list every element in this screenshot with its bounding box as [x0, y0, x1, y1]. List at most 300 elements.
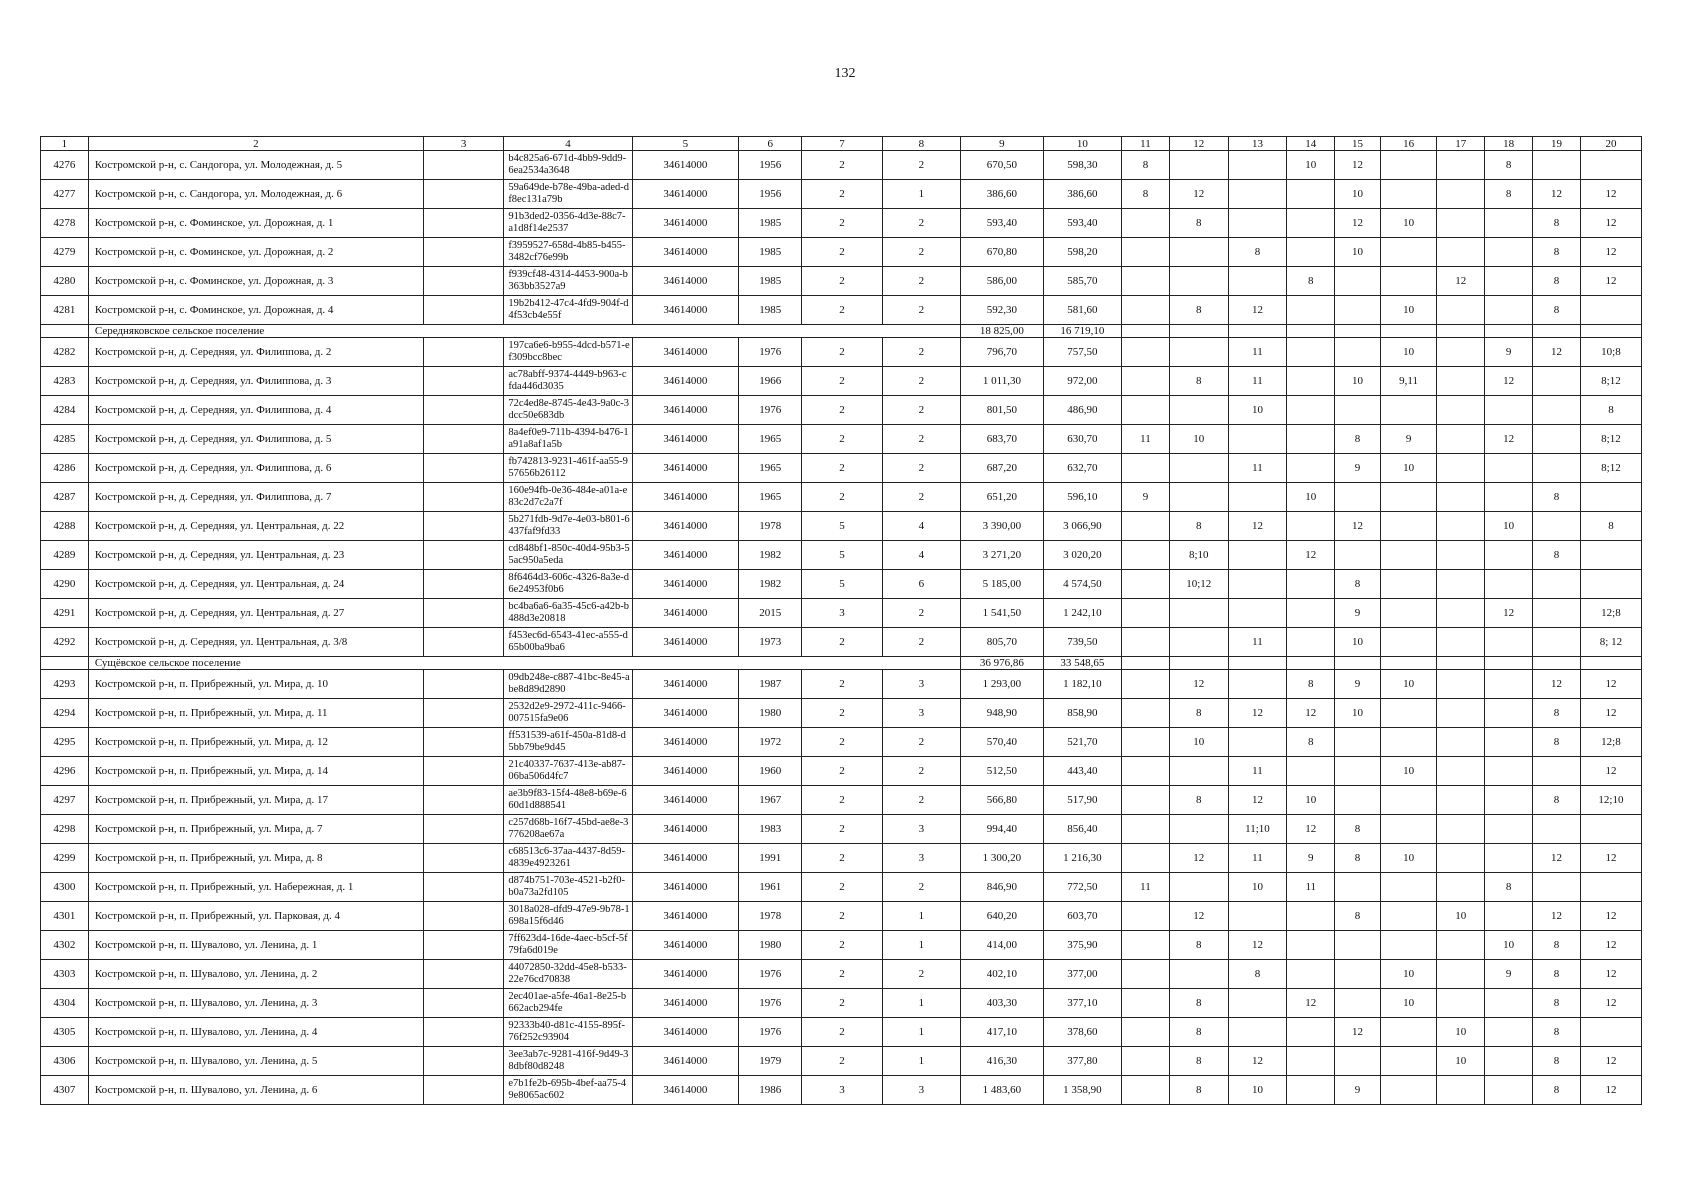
col-11-cell — [1122, 267, 1170, 296]
col-13-cell: 11 — [1228, 844, 1287, 873]
col-12-cell — [1169, 815, 1228, 844]
col-15-cell — [1335, 396, 1381, 425]
col-15-cell: 12 — [1335, 209, 1381, 238]
col-12-cell: 12 — [1169, 844, 1228, 873]
column-3-cell — [423, 628, 503, 657]
oktmo-code: 34614000 — [632, 902, 739, 931]
table-row — [41, 931, 1642, 960]
table-row — [41, 1018, 1642, 1047]
col-13-cell — [1228, 151, 1287, 180]
total-area: 805,70 — [961, 628, 1044, 657]
section-empty-cell — [1122, 657, 1170, 670]
col-16-cell — [1380, 628, 1437, 657]
floors-count: 2 — [802, 267, 882, 296]
col-16-cell — [1380, 541, 1437, 570]
table-row — [41, 296, 1642, 325]
col-14-cell: 9 — [1287, 844, 1335, 873]
address: Костромской р-н, д. Середняя, ул. Центральная, д. 22 — [88, 512, 423, 541]
col-18-cell — [1485, 454, 1533, 483]
total-area: 593,40 — [961, 209, 1044, 238]
row-number: 4296 — [41, 757, 89, 786]
total-area: 670,80 — [961, 238, 1044, 267]
total-area: 386,60 — [961, 180, 1044, 209]
living-area: 1 216,30 — [1043, 844, 1121, 873]
col-16-cell — [1380, 267, 1437, 296]
col-16-cell — [1380, 396, 1437, 425]
col-17-cell — [1437, 338, 1485, 367]
col-12-cell: 8 — [1169, 931, 1228, 960]
section-empty-cell — [1228, 657, 1287, 670]
total-area: 592,30 — [961, 296, 1044, 325]
col-14-cell — [1287, 1047, 1335, 1076]
col-17-cell — [1437, 728, 1485, 757]
section-empty-cell — [1122, 325, 1170, 338]
section-empty-cell — [1169, 657, 1228, 670]
column-3-cell — [423, 728, 503, 757]
total-area: 417,10 — [961, 1018, 1044, 1047]
living-area: 856,40 — [1043, 815, 1121, 844]
col-17-cell — [1437, 296, 1485, 325]
oktmo-code: 34614000 — [632, 338, 739, 367]
address: Костромской р-н, п. Шувалово, ул. Ленина, д. 3 — [88, 989, 423, 1018]
col-14-cell — [1287, 367, 1335, 396]
total-area: 416,30 — [961, 1047, 1044, 1076]
col-12-cell — [1169, 454, 1228, 483]
living-area: 596,10 — [1043, 483, 1121, 512]
col-16-cell: 10 — [1380, 960, 1437, 989]
oktmo-code: 34614000 — [632, 989, 739, 1018]
floors-count: 5 — [802, 541, 882, 570]
col-17-cell — [1437, 757, 1485, 786]
floors-count: 2 — [802, 338, 882, 367]
row-number: 4289 — [41, 541, 89, 570]
entrances-count: 2 — [882, 454, 960, 483]
floors-count: 2 — [802, 670, 882, 699]
column-3-cell — [423, 296, 503, 325]
address: Костромской р-н, п. Прибрежный, ул. Мира, д. 14 — [88, 757, 423, 786]
house-guid: 2ec401ae-a5fe-46a1-8e25-b662acb294fe — [504, 989, 632, 1018]
address: Костромской р-н, с. Фоминское, ул. Дорожная, д. 1 — [88, 209, 423, 238]
house-guid: f939cf48-4314-4453-900a-b363bb3527a9 — [504, 267, 632, 296]
oktmo-code: 34614000 — [632, 396, 739, 425]
living-area: 443,40 — [1043, 757, 1121, 786]
living-area: 517,90 — [1043, 786, 1121, 815]
col-19-cell — [1533, 512, 1581, 541]
address: Костромской р-н, д. Середняя, ул. Центральная, д. 24 — [88, 570, 423, 599]
col-11-cell: 11 — [1122, 873, 1170, 902]
col-12-cell: 10 — [1169, 728, 1228, 757]
oktmo-code: 34614000 — [632, 570, 739, 599]
col-15-cell — [1335, 267, 1381, 296]
column-number-header: 14 — [1287, 137, 1335, 151]
col-18-cell — [1485, 541, 1533, 570]
oktmo-code: 34614000 — [632, 541, 739, 570]
col-14-cell: 11 — [1287, 873, 1335, 902]
column-number-row — [41, 137, 1642, 151]
col-13-cell: 11 — [1228, 454, 1287, 483]
col-20-cell: 12;8 — [1580, 728, 1641, 757]
col-18-cell — [1485, 815, 1533, 844]
table-row — [41, 728, 1642, 757]
col-12-cell — [1169, 483, 1228, 512]
oktmo-code: 34614000 — [632, 512, 739, 541]
living-area: 386,60 — [1043, 180, 1121, 209]
col-17-cell — [1437, 454, 1485, 483]
col-19-cell: 12 — [1533, 844, 1581, 873]
col-17-cell — [1437, 396, 1485, 425]
col-16-cell — [1380, 180, 1437, 209]
living-area: 377,00 — [1043, 960, 1121, 989]
col-18-cell: 12 — [1485, 367, 1533, 396]
col-13-cell: 8 — [1228, 238, 1287, 267]
build-year: 1987 — [739, 670, 802, 699]
build-year: 1973 — [739, 628, 802, 657]
col-12-cell — [1169, 757, 1228, 786]
column-number-header: 9 — [961, 137, 1044, 151]
table-row — [41, 699, 1642, 728]
total-area: 3 390,00 — [961, 512, 1044, 541]
col-20-cell: 12 — [1580, 180, 1641, 209]
column-3-cell — [423, 483, 503, 512]
col-15-cell — [1335, 728, 1381, 757]
col-14-cell — [1287, 209, 1335, 238]
build-year: 1976 — [739, 338, 802, 367]
house-guid: f3959527-658d-4b85-b455-3482cf76e99b — [504, 238, 632, 267]
col-12-cell — [1169, 960, 1228, 989]
row-number: 4276 — [41, 151, 89, 180]
col-11-cell — [1122, 628, 1170, 657]
col-14-cell — [1287, 180, 1335, 209]
col-20-cell — [1580, 570, 1641, 599]
table-row — [41, 396, 1642, 425]
col-16-cell: 10 — [1380, 844, 1437, 873]
col-15-cell: 10 — [1335, 699, 1381, 728]
total-area: 566,80 — [961, 786, 1044, 815]
col-16-cell — [1380, 238, 1437, 267]
house-guid: c257d68b-16f7-45bd-ae8e-3776208ae67a — [504, 815, 632, 844]
col-13-cell — [1228, 728, 1287, 757]
col-15-cell: 10 — [1335, 238, 1381, 267]
column-number-header: 11 — [1122, 137, 1170, 151]
col-18-cell — [1485, 570, 1533, 599]
col-12-cell — [1169, 238, 1228, 267]
row-number: 4279 — [41, 238, 89, 267]
living-area: 1 182,10 — [1043, 670, 1121, 699]
table-row — [41, 815, 1642, 844]
column-3-cell — [423, 1047, 503, 1076]
row-number: 4299 — [41, 844, 89, 873]
col-19-cell — [1533, 367, 1581, 396]
house-guid: 72c4ed8e-8745-4e43-9a0c-3dcc50e683db — [504, 396, 632, 425]
settlement-living-area: 16 719,10 — [1043, 325, 1121, 338]
total-area: 796,70 — [961, 338, 1044, 367]
col-17-cell — [1437, 989, 1485, 1018]
col-20-cell: 8; 12 — [1580, 628, 1641, 657]
living-area: 972,00 — [1043, 367, 1121, 396]
row-number: 4306 — [41, 1047, 89, 1076]
address: Костромской р-н, с. Фоминское, ул. Дорожная, д. 2 — [88, 238, 423, 267]
col-19-cell — [1533, 599, 1581, 628]
col-19-cell: 12 — [1533, 670, 1581, 699]
oktmo-code: 34614000 — [632, 728, 739, 757]
house-guid: ac78abff-9374-4449-b963-cfda446d3035 — [504, 367, 632, 396]
col-18-cell — [1485, 209, 1533, 238]
address: Костромской р-н, д. Середняя, ул. Центральная, д. 27 — [88, 599, 423, 628]
col-17-cell: 10 — [1437, 1018, 1485, 1047]
col-14-cell — [1287, 1018, 1335, 1047]
house-guid: 21c40337-7637-413e-ab87-06ba506d4fc7 — [504, 757, 632, 786]
build-year: 1965 — [739, 483, 802, 512]
col-19-cell: 12 — [1533, 180, 1581, 209]
col-18-cell — [1485, 989, 1533, 1018]
table-row — [41, 1047, 1642, 1076]
col-17-cell — [1437, 209, 1485, 238]
row-number: 4288 — [41, 512, 89, 541]
floors-count: 2 — [802, 786, 882, 815]
col-18-cell — [1485, 699, 1533, 728]
section-empty-cell — [1580, 657, 1641, 670]
col-11-cell: 8 — [1122, 180, 1170, 209]
col-14-cell: 8 — [1287, 728, 1335, 757]
col-12-cell: 8 — [1169, 512, 1228, 541]
build-year: 1985 — [739, 296, 802, 325]
col-11-cell — [1122, 757, 1170, 786]
floors-count: 3 — [802, 1076, 882, 1105]
living-area: 581,60 — [1043, 296, 1121, 325]
col-20-cell: 12 — [1580, 238, 1641, 267]
col-20-cell: 10;8 — [1580, 338, 1641, 367]
address: Костромской р-н, п. Шувалово, ул. Ленина, д. 2 — [88, 960, 423, 989]
column-number-header: 19 — [1533, 137, 1581, 151]
col-19-cell: 8 — [1533, 699, 1581, 728]
row-number: 4278 — [41, 209, 89, 238]
col-16-cell — [1380, 1076, 1437, 1105]
col-12-cell: 8 — [1169, 209, 1228, 238]
col-12-cell — [1169, 267, 1228, 296]
col-12-cell — [1169, 873, 1228, 902]
address: Костромской р-н, д. Середняя, ул. Филиппова, д. 4 — [88, 396, 423, 425]
build-year: 1991 — [739, 844, 802, 873]
col-19-cell: 8 — [1533, 989, 1581, 1018]
col-20-cell: 12;10 — [1580, 786, 1641, 815]
column-3-cell — [423, 209, 503, 238]
col-19-cell: 8 — [1533, 1076, 1581, 1105]
oktmo-code: 34614000 — [632, 815, 739, 844]
address: Костромской р-н, д. Середняя, ул. Филиппова, д. 7 — [88, 483, 423, 512]
total-area: 414,00 — [961, 931, 1044, 960]
col-17-cell — [1437, 628, 1485, 657]
build-year: 1978 — [739, 902, 802, 931]
entrances-count: 1 — [882, 1018, 960, 1047]
col-19-cell: 8 — [1533, 931, 1581, 960]
col-11-cell — [1122, 960, 1170, 989]
floors-count: 2 — [802, 396, 882, 425]
col-17-cell — [1437, 670, 1485, 699]
build-year: 1985 — [739, 267, 802, 296]
col-19-cell — [1533, 570, 1581, 599]
col-16-cell: 10 — [1380, 989, 1437, 1018]
oktmo-code: 34614000 — [632, 699, 739, 728]
floors-count: 2 — [802, 728, 882, 757]
oktmo-code: 34614000 — [632, 931, 739, 960]
col-17-cell — [1437, 699, 1485, 728]
col-14-cell — [1287, 425, 1335, 454]
house-guid: 91b3ded2-0356-4d3e-88c7-a1d8f14e2537 — [504, 209, 632, 238]
row-number: 4285 — [41, 425, 89, 454]
col-19-cell: 8 — [1533, 1018, 1581, 1047]
oktmo-code: 34614000 — [632, 296, 739, 325]
build-year: 1978 — [739, 512, 802, 541]
entrances-count: 2 — [882, 960, 960, 989]
col-19-cell — [1533, 873, 1581, 902]
living-area: 377,80 — [1043, 1047, 1121, 1076]
living-area: 3 020,20 — [1043, 541, 1121, 570]
entrances-count: 4 — [882, 541, 960, 570]
col-13-cell: 11 — [1228, 367, 1287, 396]
column-3-cell — [423, 1076, 503, 1105]
col-12-cell: 8 — [1169, 1047, 1228, 1076]
build-year: 1967 — [739, 786, 802, 815]
col-13-cell: 11 — [1228, 757, 1287, 786]
col-18-cell — [1485, 1076, 1533, 1105]
column-3-cell — [423, 873, 503, 902]
address: Костромской р-н, с. Фоминское, ул. Дорожная, д. 4 — [88, 296, 423, 325]
col-12-cell — [1169, 628, 1228, 657]
col-11-cell — [1122, 367, 1170, 396]
col-20-cell: 8;12 — [1580, 367, 1641, 396]
col-19-cell — [1533, 151, 1581, 180]
entrances-count: 1 — [882, 902, 960, 931]
col-14-cell — [1287, 338, 1335, 367]
col-14-cell — [1287, 396, 1335, 425]
total-area: 402,10 — [961, 960, 1044, 989]
col-14-cell: 12 — [1287, 541, 1335, 570]
section-empty-cell — [1228, 325, 1287, 338]
entrances-count: 2 — [882, 338, 960, 367]
col-12-cell — [1169, 599, 1228, 628]
column-3-cell — [423, 570, 503, 599]
entrances-count: 2 — [882, 425, 960, 454]
floors-count: 2 — [802, 628, 882, 657]
col-20-cell: 12 — [1580, 1076, 1641, 1105]
column-3-cell — [423, 541, 503, 570]
col-18-cell: 10 — [1485, 512, 1533, 541]
col-15-cell: 9 — [1335, 670, 1381, 699]
col-14-cell — [1287, 757, 1335, 786]
col-13-cell: 10 — [1228, 396, 1287, 425]
col-15-cell — [1335, 960, 1381, 989]
floors-count: 2 — [802, 1018, 882, 1047]
col-15-cell: 12 — [1335, 512, 1381, 541]
total-area: 846,90 — [961, 873, 1044, 902]
oktmo-code: 34614000 — [632, 844, 739, 873]
col-19-cell: 8 — [1533, 296, 1581, 325]
col-15-cell: 12 — [1335, 1018, 1381, 1047]
col-11-cell — [1122, 454, 1170, 483]
column-number-header: 5 — [632, 137, 739, 151]
col-12-cell: 8 — [1169, 786, 1228, 815]
col-13-cell — [1228, 599, 1287, 628]
column-number-header: 8 — [882, 137, 960, 151]
col-15-cell: 9 — [1335, 454, 1381, 483]
oktmo-code: 34614000 — [632, 1076, 739, 1105]
col-17-cell — [1437, 238, 1485, 267]
col-12-cell: 8 — [1169, 1018, 1228, 1047]
col-20-cell: 12 — [1580, 844, 1641, 873]
col-15-cell — [1335, 483, 1381, 512]
col-14-cell — [1287, 960, 1335, 989]
col-19-cell: 8 — [1533, 1047, 1581, 1076]
col-17-cell — [1437, 931, 1485, 960]
build-year: 1976 — [739, 396, 802, 425]
row-number: 4292 — [41, 628, 89, 657]
col-20-cell: 12 — [1580, 931, 1641, 960]
col-14-cell: 10 — [1287, 151, 1335, 180]
col-13-cell — [1228, 425, 1287, 454]
col-18-cell — [1485, 296, 1533, 325]
col-14-cell: 8 — [1287, 267, 1335, 296]
row-number: 4300 — [41, 873, 89, 902]
total-area: 670,50 — [961, 151, 1044, 180]
col-12-cell: 12 — [1169, 902, 1228, 931]
living-area: 593,40 — [1043, 209, 1121, 238]
col-13-cell — [1228, 483, 1287, 512]
col-18-cell: 8 — [1485, 180, 1533, 209]
total-area: 1 011,30 — [961, 367, 1044, 396]
col-11-cell — [1122, 931, 1170, 960]
col-12-cell: 8 — [1169, 296, 1228, 325]
build-year: 1965 — [739, 425, 802, 454]
total-area: 801,50 — [961, 396, 1044, 425]
address: Костромской р-н, с. Фоминское, ул. Дорожная, д. 3 — [88, 267, 423, 296]
section-empty-cell — [1485, 657, 1533, 670]
row-number: 4305 — [41, 1018, 89, 1047]
column-number-header: 4 — [504, 137, 632, 151]
section-empty-cell — [1580, 325, 1641, 338]
living-area: 1 358,90 — [1043, 1076, 1121, 1105]
col-20-cell: 12 — [1580, 757, 1641, 786]
col-16-cell: 10 — [1380, 338, 1437, 367]
col-16-cell — [1380, 570, 1437, 599]
col-16-cell: 10 — [1380, 670, 1437, 699]
col-14-cell: 10 — [1287, 786, 1335, 815]
col-15-cell — [1335, 931, 1381, 960]
house-guid: 2532d2e9-2972-411c-9466-007515fa9e06 — [504, 699, 632, 728]
entrances-count: 2 — [882, 238, 960, 267]
table-row — [41, 454, 1642, 483]
address: Костромской р-н, д. Середняя, ул. Филиппова, д. 2 — [88, 338, 423, 367]
section-empty-cell — [1380, 657, 1437, 670]
table-row — [41, 757, 1642, 786]
col-15-cell — [1335, 338, 1381, 367]
col-20-cell — [1580, 541, 1641, 570]
build-year: 1980 — [739, 931, 802, 960]
entrances-count: 3 — [882, 1076, 960, 1105]
living-area: 521,70 — [1043, 728, 1121, 757]
entrances-count: 2 — [882, 296, 960, 325]
row-number: 4282 — [41, 338, 89, 367]
col-19-cell: 8 — [1533, 786, 1581, 815]
oktmo-code: 34614000 — [632, 151, 739, 180]
col-20-cell — [1580, 1018, 1641, 1047]
column-number-header: 1 — [41, 137, 89, 151]
column-number-header: 10 — [1043, 137, 1121, 151]
entrances-count: 2 — [882, 367, 960, 396]
section-empty-cell — [1437, 657, 1485, 670]
address: Костромской р-н, п. Шувалово, ул. Ленина, д. 4 — [88, 1018, 423, 1047]
col-13-cell: 11 — [1228, 338, 1287, 367]
column-3-cell — [423, 931, 503, 960]
